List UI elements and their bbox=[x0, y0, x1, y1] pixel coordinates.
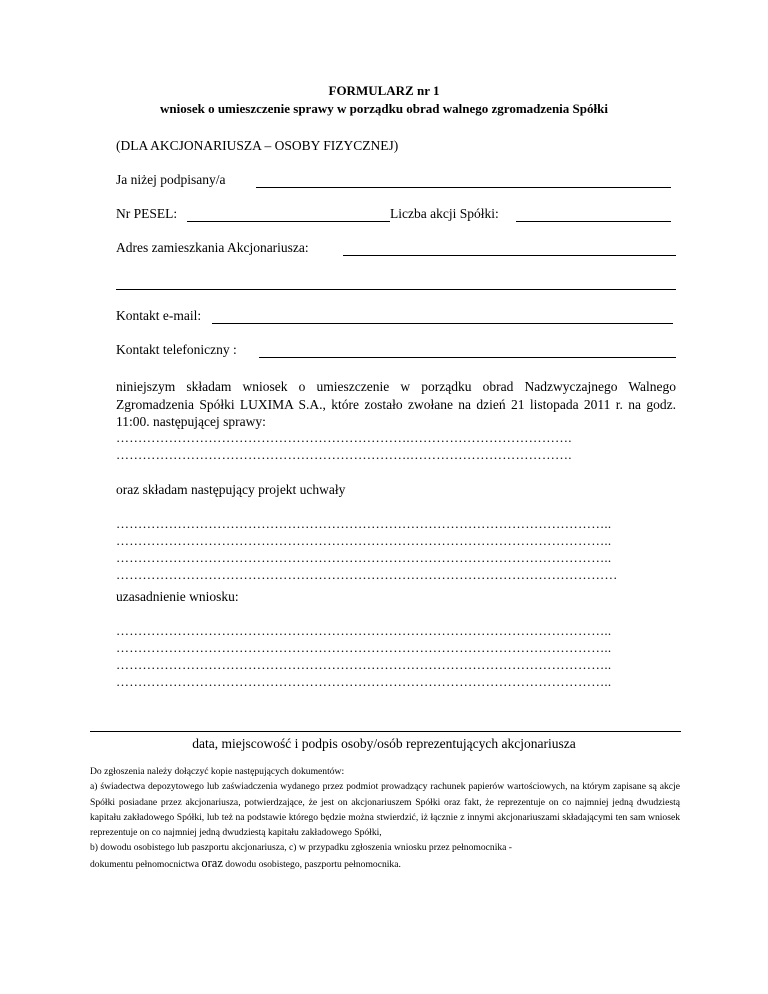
matter-line-2[interactable]: ………………………………………………………….………………………………. bbox=[116, 447, 572, 462]
footnote-intro: Do zgłoszenia należy dołączyć kopie następujących dokumentów: bbox=[90, 766, 345, 777]
shares-count-field[interactable] bbox=[516, 221, 671, 222]
justification-line-3[interactable]: ………………………………………………………………………………………………….. bbox=[116, 657, 612, 672]
shares-label: Liczba akcji Spółki: bbox=[390, 206, 499, 221]
justification-line-4[interactable]: ………………………………………………………………………………………………….. bbox=[116, 674, 612, 689]
form-title: FORMULARZ nr 1 bbox=[328, 83, 440, 98]
signature-caption: data, miejscowość i podpis osoby/osób reprezentujących akcjonariusza bbox=[192, 736, 576, 751]
footnote-item-b-c: b) dowodu osobistego lub paszportu akcjonariusza, c) w przypadku zgłoszenia wniosku przez pełnomocnika - bbox=[90, 842, 513, 854]
resolution-line-1[interactable]: ………………………………………………………………………………………………….. bbox=[116, 516, 612, 531]
request-paragraph: niniejszym składam wniosek o umieszczenie w porządku obrad Nadzwyczajnego Walnego Zgromadzenia Spółki LUXIMA S.A., które zostało zwołane na dzień 21 listopada 2011 r. na godz. 11:00. następującej sprawy: bbox=[116, 379, 676, 429]
signed-label: Ja niżej podpisany/a bbox=[116, 172, 226, 187]
resolution-line-3[interactable]: ………………………………………………………………………………………………….. bbox=[116, 550, 612, 565]
signature-line[interactable] bbox=[90, 731, 681, 732]
footnote-block bbox=[90, 764, 680, 872]
shareholder-category: (DLA AKCJONARIUSZA – OSOBY FIZYCZNEJ) bbox=[116, 138, 399, 153]
justification-line-1[interactable]: ………………………………………………………………………………………………….. bbox=[116, 623, 612, 638]
footnote-item-c-oraz: oraz bbox=[201, 855, 223, 870]
footnote-item-c-text-2: dowodu osobistego, paszportu pełnomocnika. bbox=[222, 858, 401, 870]
footnote-item-c-cont bbox=[90, 856, 680, 872]
resolution-label: oraz składam następujący projekt uchwały bbox=[116, 482, 346, 497]
resolution-line-4[interactable]: …………………………………………………………………………………………………… bbox=[116, 567, 618, 582]
pesel-field[interactable] bbox=[187, 221, 390, 222]
phone-field[interactable] bbox=[259, 357, 676, 358]
form-subtitle: wniosek o umieszczenie sprawy w porządku obrad walnego zgromadzenia Spółki bbox=[160, 101, 608, 116]
phone-label: Kontakt telefoniczny : bbox=[116, 342, 237, 357]
justification-label: uzasadnienie wniosku: bbox=[116, 589, 239, 604]
address-field[interactable] bbox=[343, 255, 676, 256]
email-field[interactable] bbox=[212, 323, 673, 324]
resolution-line-2[interactable]: ………………………………………………………………………………………………….. bbox=[116, 533, 612, 548]
signed-name-field[interactable] bbox=[256, 187, 671, 188]
matter-line-1[interactable]: ………………………………………………………….………………………………. bbox=[116, 430, 572, 445]
footnote-item-c-text-1: dokumentu pełnomocnictwa bbox=[90, 858, 202, 870]
pesel-label: Nr PESEL: bbox=[116, 206, 178, 221]
email-label: Kontakt e-mail: bbox=[116, 308, 202, 323]
address-label: Adres zamieszkania Akcjonariusza: bbox=[116, 240, 309, 255]
justification-line-2[interactable]: ………………………………………………………………………………………………….. bbox=[116, 640, 612, 655]
footnote-item-a: a) świadectwa depozytowego lub zaświadczenia wydanego przez podmiot prowadzący rachunek papierów wartościowych, na którym zapisane są akcje Spółki posiadane przez akcjonariusza, potwierdzające, że jest on akcjonariuszem Spółki oraz fakt, że reprezentuje on co najmniej jedną dwudziestą kapitału zakładowego Spółki, lub też na podstawie którego będzie można stwierdzić, iż łącznie z innymi akcjonariuszami składającymi ten sam wniosek reprezentuje on co najmniej jedną dwudziestą kapitału zakładowego Spółki, bbox=[90, 781, 680, 839]
address-field-line-2[interactable] bbox=[116, 289, 676, 290]
